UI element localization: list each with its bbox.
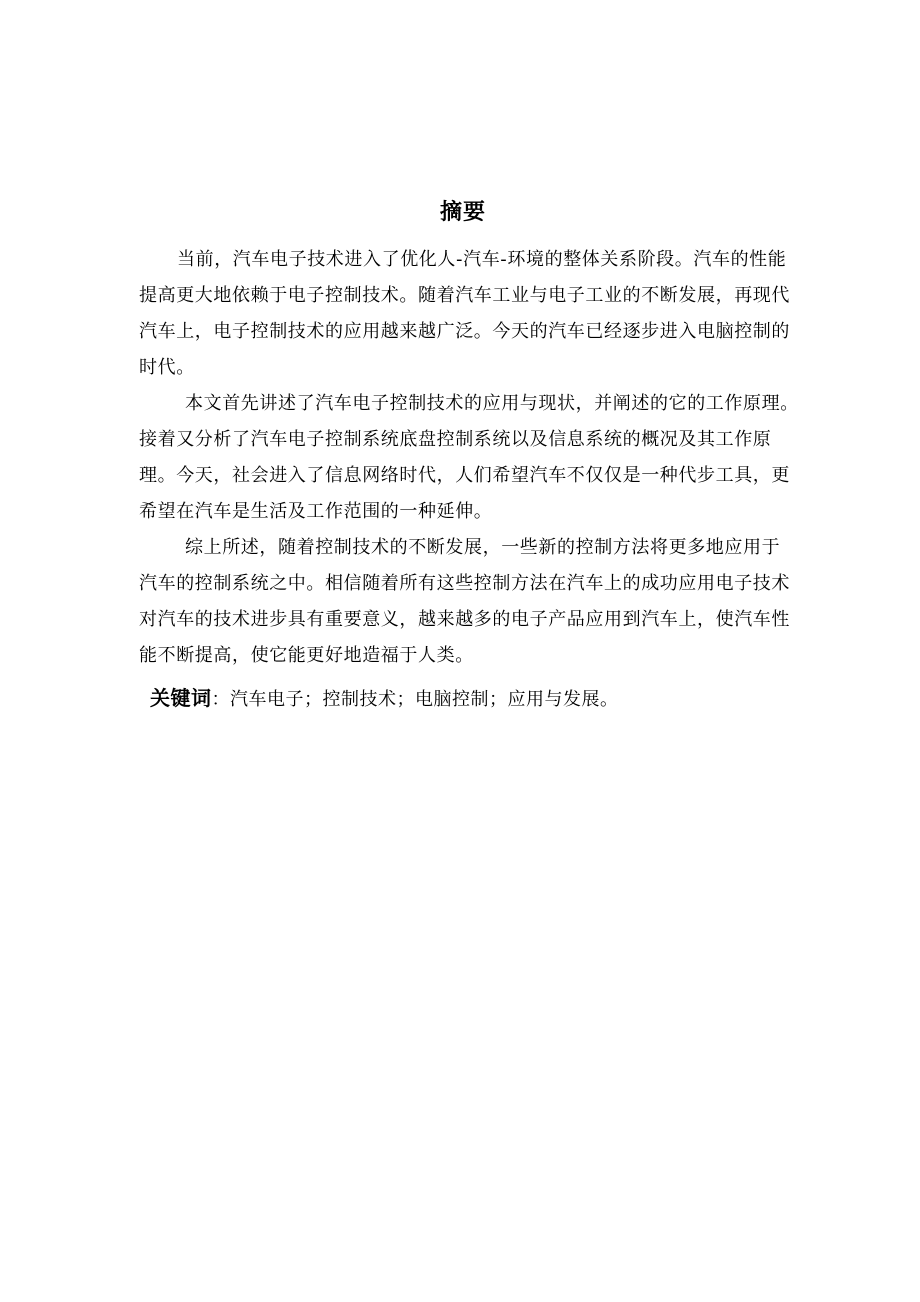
abstract-title: 摘要: [439, 200, 486, 225]
paragraph-line: 时代。: [139, 357, 195, 378]
paragraph-line: 对汽车的技术进步具有重要意义，越来越多的电子产品应用到汽车上，使汽车性: [139, 609, 790, 630]
paragraph-2: [139, 386, 799, 530]
paragraph-line: 本文首先讲述了汽车电子控制技术的应用与现状，并阐述的它的工作原理。: [185, 393, 799, 414]
keywords-text: 汽车电子；控制技术；电脑控制；应用与发展。: [230, 689, 619, 710]
paragraph-line: 接着又分析了汽车电子控制系统底盘控制系统以及信息系统的概况及其工作原: [139, 429, 772, 450]
paragraph-line: 综上所述，随着控制技术的不断发展，一些新的控制方法将更多地应用于: [185, 537, 781, 558]
paragraph-line: 汽车的控制系统之中。相信随着所有这些控制方法在汽车上的成功应用电子技术: [139, 573, 790, 594]
keywords-separator: ：: [211, 689, 230, 710]
paragraph-line: 希望在汽车是生活及工作范围的一种延伸。: [139, 501, 493, 522]
paragraph-line: 汽车上，电子控制技术的应用越来越广泛。今天的汽车已经逐步进入电脑控制的: [139, 321, 790, 342]
paragraph-1: [139, 242, 789, 386]
keywords-label: 关键词: [150, 686, 212, 710]
paragraph-line: 当前，汽车电子技术进入了优化人-汽车-环境的整体关系阶段。汽车的性能: [177, 249, 787, 270]
paragraph-3: [139, 530, 789, 674]
paragraph-line: 提高更大地依赖于电子控制技术。随着汽车工业与电子工业的不断发展，再现代: [139, 285, 790, 306]
keywords-line: [150, 683, 619, 715]
paragraph-line: 能不断提高，使它能更好地造福于人类。: [139, 645, 474, 666]
abstract-body: [139, 242, 799, 674]
paragraph-line: 理。今天，社会进入了信息网络时代，人们希望汽车不仅仅是一种代步工具，更: [139, 465, 790, 486]
